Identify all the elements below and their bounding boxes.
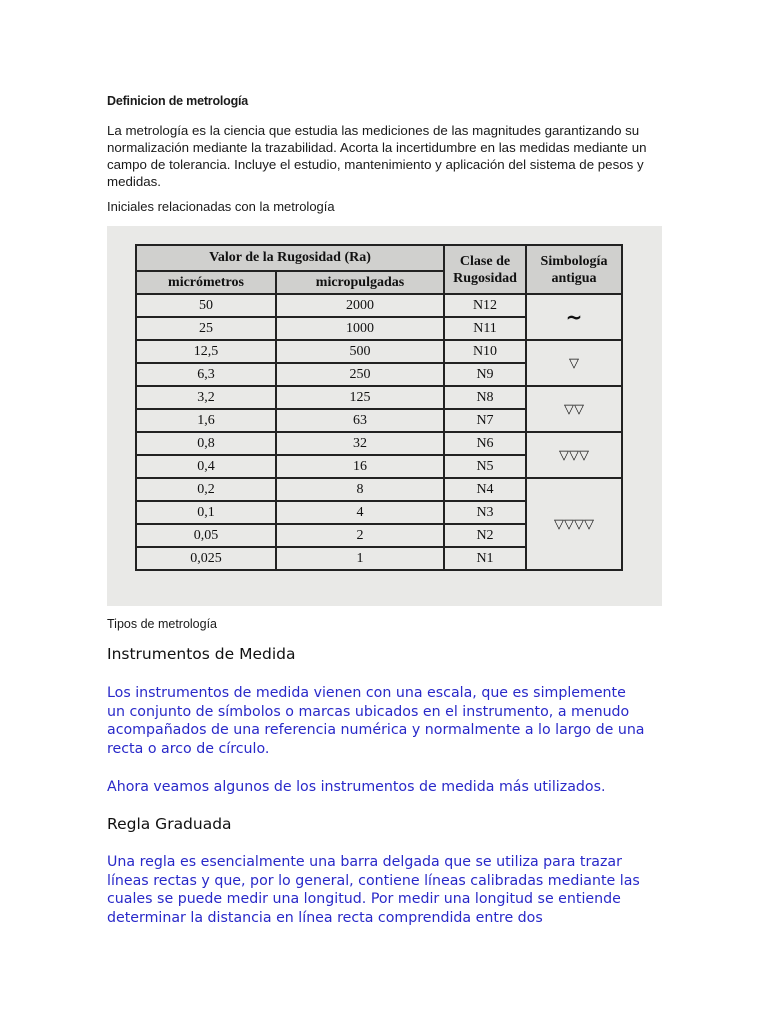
table-cell-clase: N2 (444, 524, 526, 547)
regla-paragraph: Una regla es esencialmente una barra delgada que se utiliza para trazar líneas rectas y que, por lo general, contiene líneas calibradas mediante las cuales se puede medir una longitud. Por medir una longitud se entiende determinar la distancia en línea recta comprendida entre dos (107, 854, 640, 926)
table-cell-um: 25 (136, 317, 276, 340)
table-cell-um: 6,3 (136, 363, 276, 386)
table-cell-clase: N4 (444, 478, 526, 501)
table-cell-uin: 500 (276, 340, 444, 363)
table-cell-clase: N5 (444, 455, 526, 478)
table-cell-uin: 2000 (276, 294, 444, 317)
table-cell-um: 1,6 (136, 409, 276, 432)
table-caption: Iniciales relacionadas con la metrología (107, 199, 335, 214)
table-header-simbologia: Simbología antigua (526, 245, 622, 294)
table-cell-uin: 63 (276, 409, 444, 432)
roughness-table-image (107, 226, 662, 606)
table-cell-um: 12,5 (136, 340, 276, 363)
table-cell-uin: 1 (276, 547, 444, 570)
table-cell-uin: 32 (276, 432, 444, 455)
table-cell-clase: N9 (444, 363, 526, 386)
table-cell-um: 0,1 (136, 501, 276, 524)
table-cell-uin: 125 (276, 386, 444, 409)
table-cell-um: 50 (136, 294, 276, 317)
table-cell-clase: N12 (444, 294, 526, 317)
intro-paragraph: La metrología es la ciencia que estudia las mediciones de las magnitudes garantizando su normalización mediante la trazabilidad. Acorta la incertidumbre en las medidas mediante un campo de tolerancia. Incluye el estudio, mantenimiento y aplicación del sistema de pesos y medidas. (107, 123, 647, 189)
ahora-paragraph: Ahora veamos algunos de los instrumentos de medida más utilizados. (107, 779, 606, 795)
table-cell-um: 0,05 (136, 524, 276, 547)
table-cell-um: 0,4 (136, 455, 276, 478)
table-cell-clase: N6 (444, 432, 526, 455)
table-cell-uin: 16 (276, 455, 444, 478)
table-header-clase: Clase de Rugosidad (444, 245, 526, 294)
table-cell-uin: 250 (276, 363, 444, 386)
table-cell-clase: N3 (444, 501, 526, 524)
table-header-micropulgadas: micropulgadas (276, 271, 444, 294)
table-cell-clase: N11 (444, 317, 526, 340)
table-cell-um: 0,8 (136, 432, 276, 455)
table-cell-um: 3,2 (136, 386, 276, 409)
table-cell-clase: N1 (444, 547, 526, 570)
table-cell-clase: N7 (444, 409, 526, 432)
roughness-table (135, 244, 623, 571)
regla-heading: Regla Graduada (107, 815, 232, 833)
instrumentos-paragraph: Los instrumentos de medida vienen con una escala, que es simplemente un conjunto de símbolos o marcas ubicados en el instrumento, a menudo acompañados de una referencia numérica y normalmente a lo largo de una recta o arco de círculo. (107, 685, 645, 757)
table-cell-uin: 4 (276, 501, 444, 524)
table-cell-clase: N10 (444, 340, 526, 363)
symbol-four-triangles: ▽▽▽▽ (526, 478, 622, 570)
symbol-two-triangles: ▽▽ (526, 386, 622, 432)
table-cell-um: 0,2 (136, 478, 276, 501)
table-header-micrometros: micrómetros (136, 271, 276, 294)
table-cell-uin: 1000 (276, 317, 444, 340)
symbol-three-triangles: ▽▽▽ (526, 432, 622, 478)
table-header-valor: Valor de la Rugosidad (Ra) (136, 245, 444, 271)
table-cell-uin: 8 (276, 478, 444, 501)
symbol-tilde: ~ (526, 294, 622, 340)
table-cell-clase: N8 (444, 386, 526, 409)
instrumentos-heading: Instrumentos de Medida (107, 645, 296, 663)
tipos-caption: Tipos de metrología (107, 617, 218, 631)
definition-heading: Definicion de metrología (107, 94, 249, 108)
table-cell-uin: 2 (276, 524, 444, 547)
table-cell-um: 0,025 (136, 547, 276, 570)
symbol-one-triangle: ▽ (526, 340, 622, 386)
